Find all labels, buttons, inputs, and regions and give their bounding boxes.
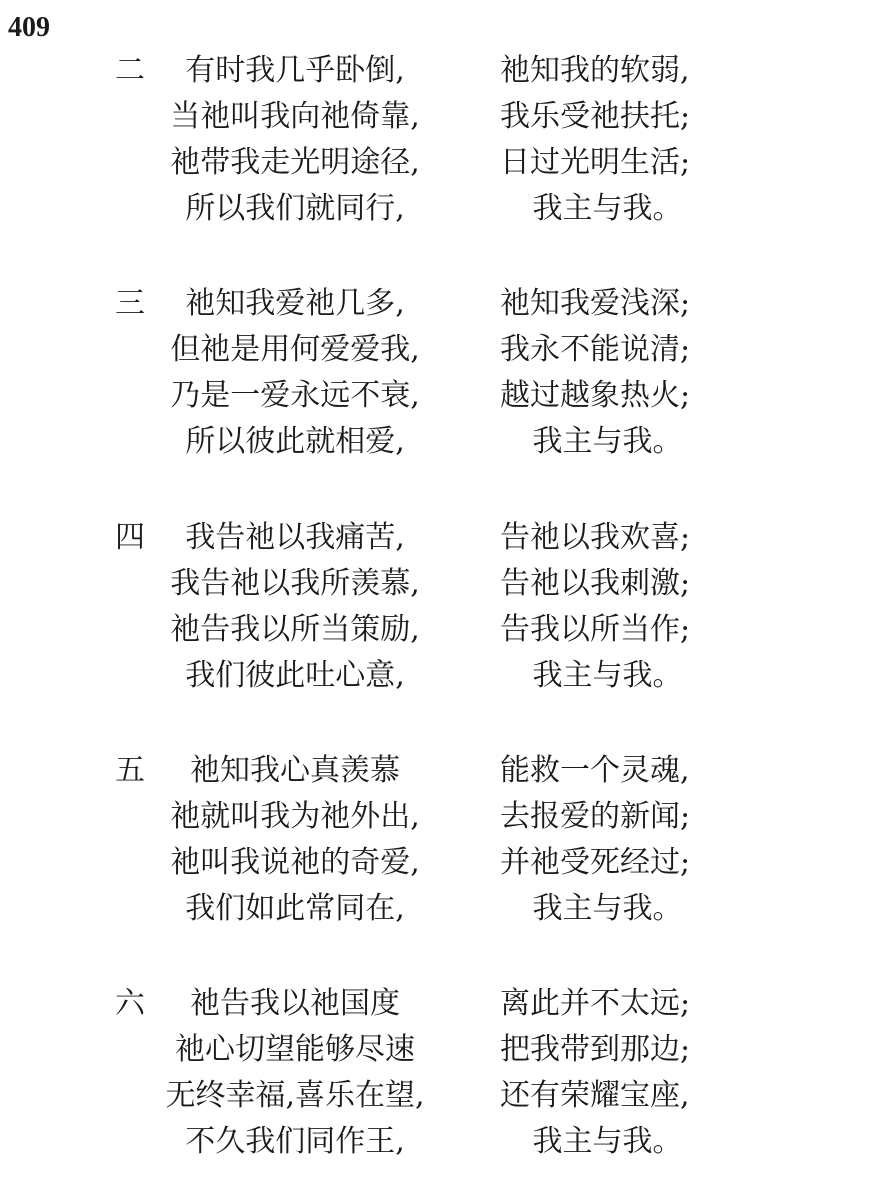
page-number: 409 [8,12,50,43]
stanza-number: 四 [115,520,145,555]
lyric-line-right: 祂知我爱浅深; [500,286,691,321]
lyric-line-right: 日过光明生活; [500,145,691,180]
lyric-line-left: 祂就叫我为祂外出, [170,799,420,834]
lyric-line-left: 祂带我走光明途径, [170,145,420,180]
stanza-number: 二 [115,53,145,88]
lyric-line-left: 祂心切望能够尽速 [175,1032,415,1067]
lyric-line-left: 我们彼此吐心意, [185,658,405,693]
refrain-line: 我主与我。 [532,891,683,926]
stanza-4 [0,515,885,703]
refrain-line: 我主与我。 [532,658,683,693]
lyric-line-right: 告祂以我欢喜; [500,520,691,555]
refrain-line: 我主与我。 [532,1124,683,1159]
lyric-line-right: 告我以所当作; [500,612,691,647]
lyric-line-right: 去报爱的新闻; [500,799,691,834]
lyric-line-left: 不久我们同作王, [185,1124,405,1159]
refrain-line: 我主与我。 [532,191,683,226]
lyric-line-right: 还有荣耀宝座, [500,1078,690,1113]
lyric-line-left: 我们如此常同在, [185,891,405,926]
lyric-line-right: 越过越象热火; [500,378,691,413]
lyric-line-left: 所以彼此就相爱, [185,424,405,459]
lyric-line-right: 祂知我的软弱, [500,53,690,88]
stanza-number: 六 [115,986,145,1021]
lyric-line-left: 祂告我以祂国度 [190,986,400,1021]
lyric-line-left: 祂告我以所当策励, [170,612,420,647]
lyric-line-left: 当祂叫我向祂倚靠, [170,99,420,134]
lyric-line-left: 我告祂以我痛苦, [185,520,405,555]
lyric-line-left: 祂知我爱祂几多, [185,286,405,321]
lyric-line-left: 我告祂以我所羡慕, [170,566,420,601]
lyric-line-right: 并祂受死经过; [500,845,691,880]
stanza-number: 五 [115,753,145,788]
lyric-line-left: 祂叫我说祂的奇爱, [170,845,420,880]
lyric-line-left: 祂知我心真羡慕 [190,753,400,788]
stanza-2 [0,48,885,236]
lyric-line-left: 所以我们就同行, [185,191,405,226]
lyric-line-right: 我永不能说清; [500,332,691,367]
lyric-line-left: 有时我几乎卧倒, [185,53,405,88]
stanza-3 [0,281,885,469]
lyric-line-right: 把我带到那边; [500,1032,691,1067]
refrain-line: 我主与我。 [532,424,683,459]
lyric-line-right: 离此并不太远; [500,986,691,1021]
lyric-line-right: 能救一个灵魂, [500,753,690,788]
lyric-line-left: 但祂是用何爱爱我, [170,332,420,367]
stanza-6 [0,981,885,1169]
lyric-line-right: 告祂以我刺激; [500,566,691,601]
lyric-line-right: 我乐受祂扶托; [500,99,691,134]
stanza-5 [0,748,885,936]
lyric-line-left: 无终幸福,喜乐在望, [165,1078,425,1113]
lyric-line-left: 乃是一爱永远不衰, [170,378,420,413]
stanza-number: 三 [115,286,145,321]
